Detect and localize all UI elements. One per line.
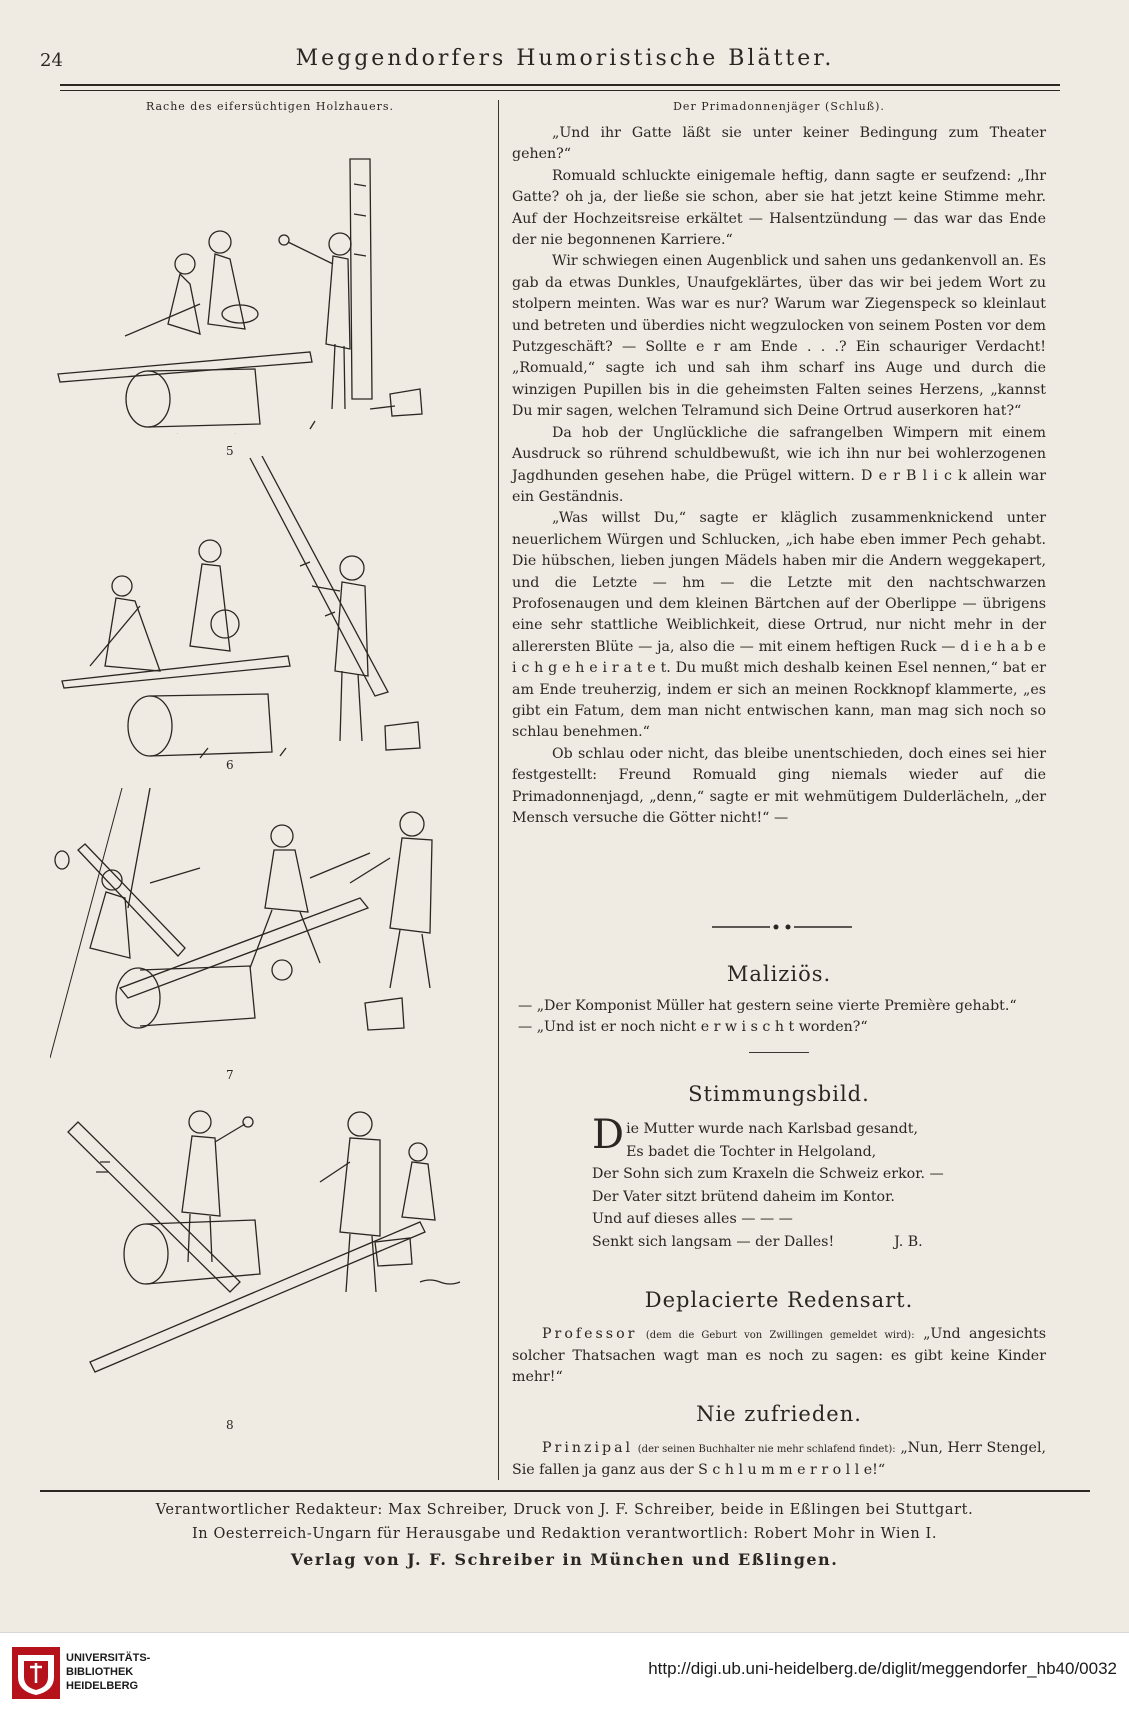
section-ornament bbox=[712, 920, 852, 934]
maliziös-text bbox=[518, 996, 1046, 1038]
story-paragraph: „Und ihr Gatte läßt sie unter keiner Bedingung zum Theater gehen?“ bbox=[512, 125, 1046, 163]
journal-title: Meggendorfers Humoristische Blätter. bbox=[295, 46, 835, 71]
story-paragraph: „Was willst Du,“ sagte er kläglich zusammenknickend unter neuerlichem Würgen und Schlucken, „ich habe eben immer Pech gehabt. Die hübschen, lieben jungen Mädels haben mir die Andern weggekapert, und die Letzte — hm — die Letzte mit den nachtschwarzen Profosenaugen und dem kleinen Bärtchen auf der Oberlippe — übrigens eine sehr stattliche Weiblichkeit, diese Ortrud, nur nicht mehr in der allerersten Blüte — ja, also die — mit einem heftigen Ruck — d i e h a b e i c h g e h e i r a t e t. Du mußt mich deshalb keinen Esel nennen,“ bat er am Ende treuherzig, indem er sich an meinen Rockknopf klammerte, „es gibt ein Fatum, dem man nicht entwischen kann, man mag sich noch so schlau benehmen.“ bbox=[512, 510, 1046, 741]
comic-column bbox=[50, 100, 490, 1490]
footer-rule bbox=[40, 1490, 1090, 1492]
poem-line: Der Sohn sich zum Kraxeln die Schweiz erkor. — bbox=[592, 1166, 944, 1182]
poem-line: Und auf dieses alles — — — bbox=[592, 1211, 793, 1227]
story-paragraph: Da hob der Unglückliche die safrangelben Wimpern mit einem Ausdruck so rührend schuldbewußt, wie ich ihn nur bei wohlerzogenen Jagdhunden gesehen habe, die Prügel wittern. D e r B l i c k allein war ein Geständnis. bbox=[512, 424, 1046, 505]
joke-quote: „Und angesichts solcher Thatsachen wagt man es noch zu sagen: es gibt keine Kinder mehr!“ bbox=[512, 1326, 1047, 1385]
story-title: Der Primadonnenjäger (Schluß). bbox=[673, 100, 885, 113]
institution-line: HEIDELBERG bbox=[66, 1680, 139, 1692]
panel-number-8: 8 bbox=[226, 1418, 234, 1432]
header-rule bbox=[60, 84, 1060, 91]
institution-line: UNIVERSITÄTS- bbox=[66, 1652, 151, 1664]
zufrieden-section bbox=[512, 1402, 1046, 1481]
joke-speaker: Professor bbox=[542, 1326, 638, 1342]
joke-line: — „Und ist er noch nicht e r w i s c h t worden?“ bbox=[518, 1019, 868, 1035]
comic-panel-7 bbox=[50, 788, 490, 1088]
imprint-line-3: Verlag von J. F. Schreiber in München und Eßlingen. bbox=[290, 1550, 839, 1569]
comic-caption: Rache des eifersüchtigen Holzhauers. bbox=[145, 100, 395, 113]
poem-line: Der Vater sitzt brütend daheim im Kontor. bbox=[592, 1188, 895, 1205]
story-paragraph: Romuald schluckte einigemale heftig, dann sagte er seufzend: „Ihr Gatte? oh ja, der ließe sie schon, aber sie hat jetzt keine Stimme mehr. Auf der Hochzeitsreise erkältet — Halsentzündung — das war das Ende der nie begonnenen Karriere.“ bbox=[512, 167, 1046, 249]
poem-line: Es badet die Tochter in Helgoland, bbox=[626, 1143, 877, 1160]
zufrieden-text bbox=[512, 1438, 1046, 1481]
poem-body bbox=[592, 1112, 1046, 1253]
institution-line: BIBLIOTHEK bbox=[66, 1666, 134, 1678]
story-body bbox=[512, 123, 1046, 829]
deplacierte-text bbox=[512, 1324, 1046, 1388]
panel-number-5: 5 bbox=[226, 444, 234, 458]
comic-panel-5 bbox=[50, 124, 490, 458]
panel-number-6: 6 bbox=[226, 758, 234, 772]
text-column bbox=[512, 100, 1046, 1490]
poem-title: Stimmungsbild. bbox=[688, 1082, 870, 1106]
deplacierte-section bbox=[512, 1288, 1046, 1388]
poem-line: Senkt sich langsam — der Dalles! bbox=[592, 1233, 835, 1250]
source-url-link[interactable]: http://digi.ub.uni-heidelberg.de/diglit/meggendorfer_hb40/0032 bbox=[648, 1659, 1117, 1678]
poem-line: ie Mutter wurde nach Karlsbad gesandt, bbox=[626, 1121, 918, 1137]
deplacierte-title: Deplacierte Redensart. bbox=[644, 1288, 914, 1312]
comic-panel-8 bbox=[50, 1102, 490, 1432]
maliziös-section bbox=[512, 962, 1046, 1053]
story-paragraph: Wir schwiegen einen Augenblick und sahen uns gedankenvoll an. Es gab da etwas Dunkles, Unaufgeklärtes, über das wir bei jedem Wort zu stolpern meinten. Was war es nur? Warum war Ziegenspeck so kleinlaut und betreten und überdies nicht wegzulocken von seinem Posten vor dem Putzgeschäft? — Sollte e r am Ende . . .? Ein schauriger Verdacht! „Romuald,“ sagte ich und sah ihm scharf ins Auge und durch die winzigen Pupillen bis in die geheimsten Falten seines Herzens, „kannst Du mir sagen, welchen Telramund sich Deine Ortrud auserkoren hat?“ bbox=[512, 253, 1046, 420]
comic-illustration-5 bbox=[50, 124, 490, 434]
comic-illustration-7 bbox=[50, 788, 490, 1078]
university-seal-icon bbox=[12, 1647, 60, 1699]
library-banner bbox=[0, 1632, 1129, 1714]
story-paragraph: Ob schlau oder nicht, das bleibe unentschieden, doch eines sei hier festgestellt: Freund Romuald ging niemals wieder auf die Primadonnenjagd, „denn,“ sagte er mit wehmütigem Dulderlächeln, „der Mensch versuche die Götter nicht!“ — bbox=[512, 745, 1046, 826]
comic-panel-6 bbox=[50, 456, 490, 776]
joke-note: (der seinen Buchhalter nie mehr schlafend findet): bbox=[637, 1444, 896, 1455]
imprint-line-1: Verantwortlicher Redakteur: Max Schreiber, Druck von J. F. Schreiber, beide in Eßlingen bei Stuttgart. bbox=[155, 1502, 974, 1518]
comic-illustration-8 bbox=[50, 1102, 490, 1392]
short-rule bbox=[749, 1052, 809, 1053]
comic-illustration-6 bbox=[50, 456, 490, 766]
panel-number-7: 7 bbox=[226, 1068, 234, 1082]
poem-dropcap: D bbox=[592, 1112, 625, 1158]
zufrieden-title: Nie zufrieden. bbox=[696, 1402, 862, 1426]
page-number: 24 bbox=[40, 50, 63, 71]
joke-note: (dem die Geburt von Zwillingen gemeldet wird): bbox=[645, 1330, 915, 1341]
joke-speaker: Prinzipal bbox=[542, 1440, 634, 1456]
poem-section bbox=[512, 1082, 1046, 1253]
poem-signature: J. B. bbox=[894, 1233, 923, 1250]
column-divider bbox=[498, 100, 499, 1480]
imprint-line-2: In Oesterreich-Ungarn für Herausgabe und Redaktion verantwortlich: Robert Mohr in Wien I. bbox=[191, 1526, 938, 1542]
joke-line: — „Der Komponist Müller hat gestern seine vierte Première gehabt.“ bbox=[518, 998, 1017, 1014]
joke-quote: „Nun, Herr Stengel, Sie fallen ja ganz aus der S c h l u m m e r r o l l e!“ bbox=[512, 1440, 1046, 1478]
institution-name bbox=[66, 1651, 150, 1693]
running-head bbox=[40, 46, 1090, 76]
maliziös-title: Maliziös. bbox=[726, 962, 832, 986]
